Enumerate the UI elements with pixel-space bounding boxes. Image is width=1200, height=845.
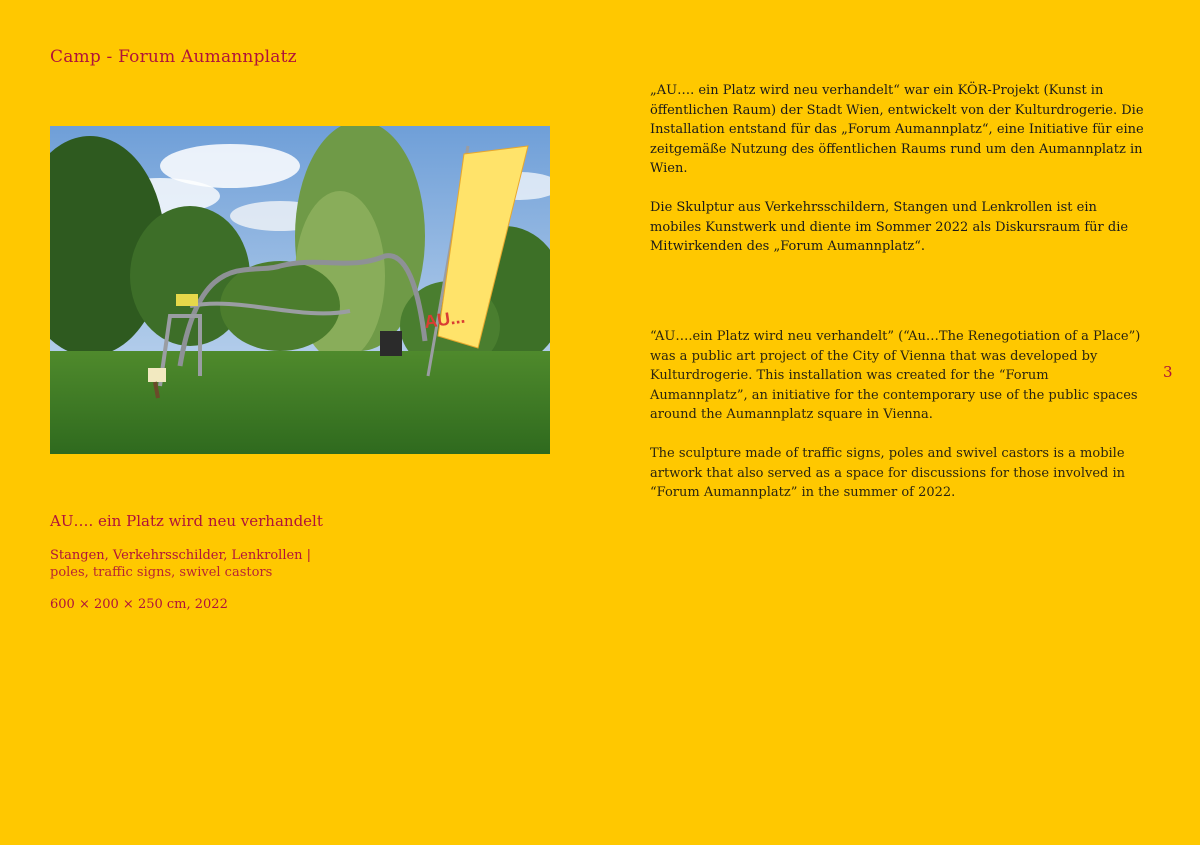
german-paragraph-2: Die Skulptur aus Verkehrsschildern, Stangen und Lenkrollen ist ein mobiles Kunstwerk und diente im Sommer 2022 als Diskursraum für die Mitwirkenden des „Forum Aumannplatz“. <box>650 200 1129 254</box>
materials-german: Stangen, Verkehrsschilder, Lenkrollen | <box>50 548 312 563</box>
installation-photo <box>50 126 550 454</box>
english-description <box>650 327 1150 522</box>
german-description <box>650 81 1150 276</box>
section-title: Camp - Forum Aumannplatz <box>50 47 297 67</box>
german-paragraph-1: „AU…. ein Platz wird neu verhandelt“ war ein KÖR-Projekt (Kunst in öffentlichen Raum) der Stadt Wien, entwickelt von der Kulturdrogerie. Die Installation entstand für das „Forum Aumannplatz“, eine Initiative für eine zeitgemäße Nutzung des öffentlichen Raums rund um den Aumannplatz in Wien. <box>650 83 1144 176</box>
materials-english: poles, traffic signs, swivel castors <box>50 565 273 580</box>
work-dimensions: 600 × 200 × 250 cm, 2022 <box>50 597 228 612</box>
flag-text: AU... <box>422 306 467 333</box>
english-paragraph-1: “AU….ein Platz wird neu verhandelt” (“Au…The Renegotiation of a Place”) was a public art project of the City of Vienna that was developed by Kulturdrogerie. This installation was created for the “Forum Aumannplatz”, an initiative for the contemporary use of the public spaces around the Aumannplatz square in Vienna. <box>650 329 1141 422</box>
work-title: AU…. ein Platz wird neu verhandelt <box>50 512 323 530</box>
page-number: 3 <box>1163 363 1173 381</box>
work-materials <box>50 547 311 581</box>
english-paragraph-2: The sculpture made of traffic signs, poles and swivel castors is a mobile artwork that also served as a space for discussions for those involved in “Forum Aumannplatz” in the summer of 2022. <box>650 446 1126 500</box>
